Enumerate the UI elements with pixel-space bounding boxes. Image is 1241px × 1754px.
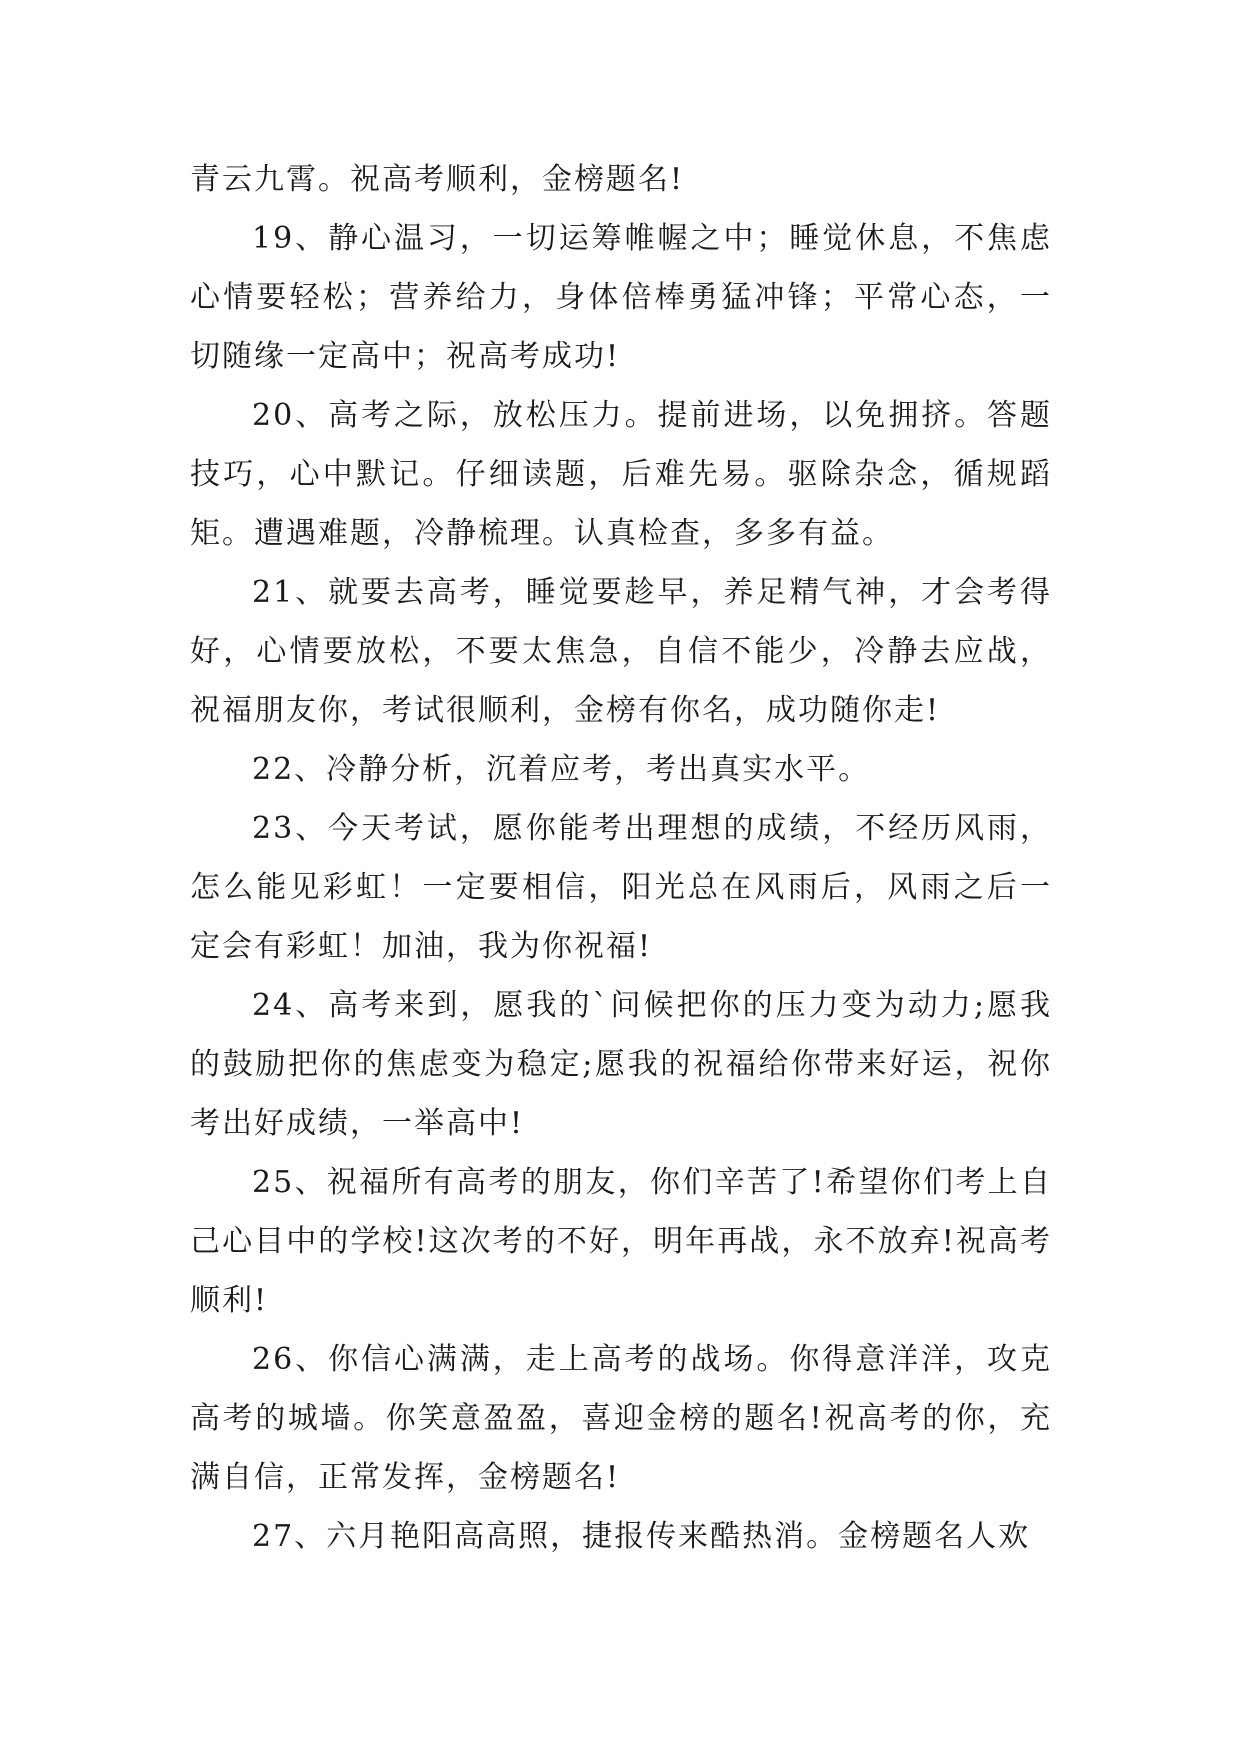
paragraph-24: 24、高考来到，愿我的`问候把你的压力变为动力;愿我的鼓励把你的焦虑变为稳定;愿我的祝福给你带来好运，祝你考出好成绩，一举高中!: [190, 988, 1052, 1141]
paragraph-26: 26、你信心满满，走上高考的战场。你得意洋洋，攻克高考的城墙。你笑意盈盈，喜迎金榜的题名!祝高考的你，充满自信，正常发挥，金榜题名!: [190, 1342, 1052, 1495]
document-body: [190, 150, 1052, 1566]
paragraph-25: 25、祝福所有高考的朋友，你们辛苦了!希望你们考上自己心目中的学校!这次考的不好，明年再战，永不放弃!祝高考顺利!: [190, 1165, 1052, 1318]
paragraph-19: 19、静心温习，一切运筹帷幄之中；睡觉休息，不焦虑心情要轻松；营养给力，身体倍棒勇猛冲锋；平常心态，一切随缘一定高中；祝高考成功!: [190, 221, 1052, 374]
paragraph-23: 23、今天考试，愿你能考出理想的成绩，不经历风雨，怎么能见彩虹！一定要相信，阳光总在风雨后，风雨之后一定会有彩虹！加油，我为你祝福!: [190, 811, 1052, 964]
paragraph-27: 27、六月艳阳高高照，捷报传来酷热消。金榜题名人欢: [252, 1519, 1031, 1554]
paragraph-22: 22、冷静分析，沉着应考，考出真实水平。: [252, 752, 871, 787]
paragraph-21: 21、就要去高考，睡觉要趁早，养足精气神，才会考得好，心情要放松，不要太焦急，自信不能少，冷静去应战，祝福朋友你，考试很顺利，金榜有你名，成功随你走!: [190, 575, 1052, 728]
paragraph-20: 20、高考之际，放松压力。提前进场，以免拥挤。答题技巧，心中默记。仔细读题，后难先易。驱除杂念，循规蹈矩。遭遇难题，冷静梳理。认真检查，多多有益。: [190, 398, 1052, 551]
paragraph-continuation: 青云九霄。祝高考顺利，金榜题名!: [190, 162, 685, 197]
